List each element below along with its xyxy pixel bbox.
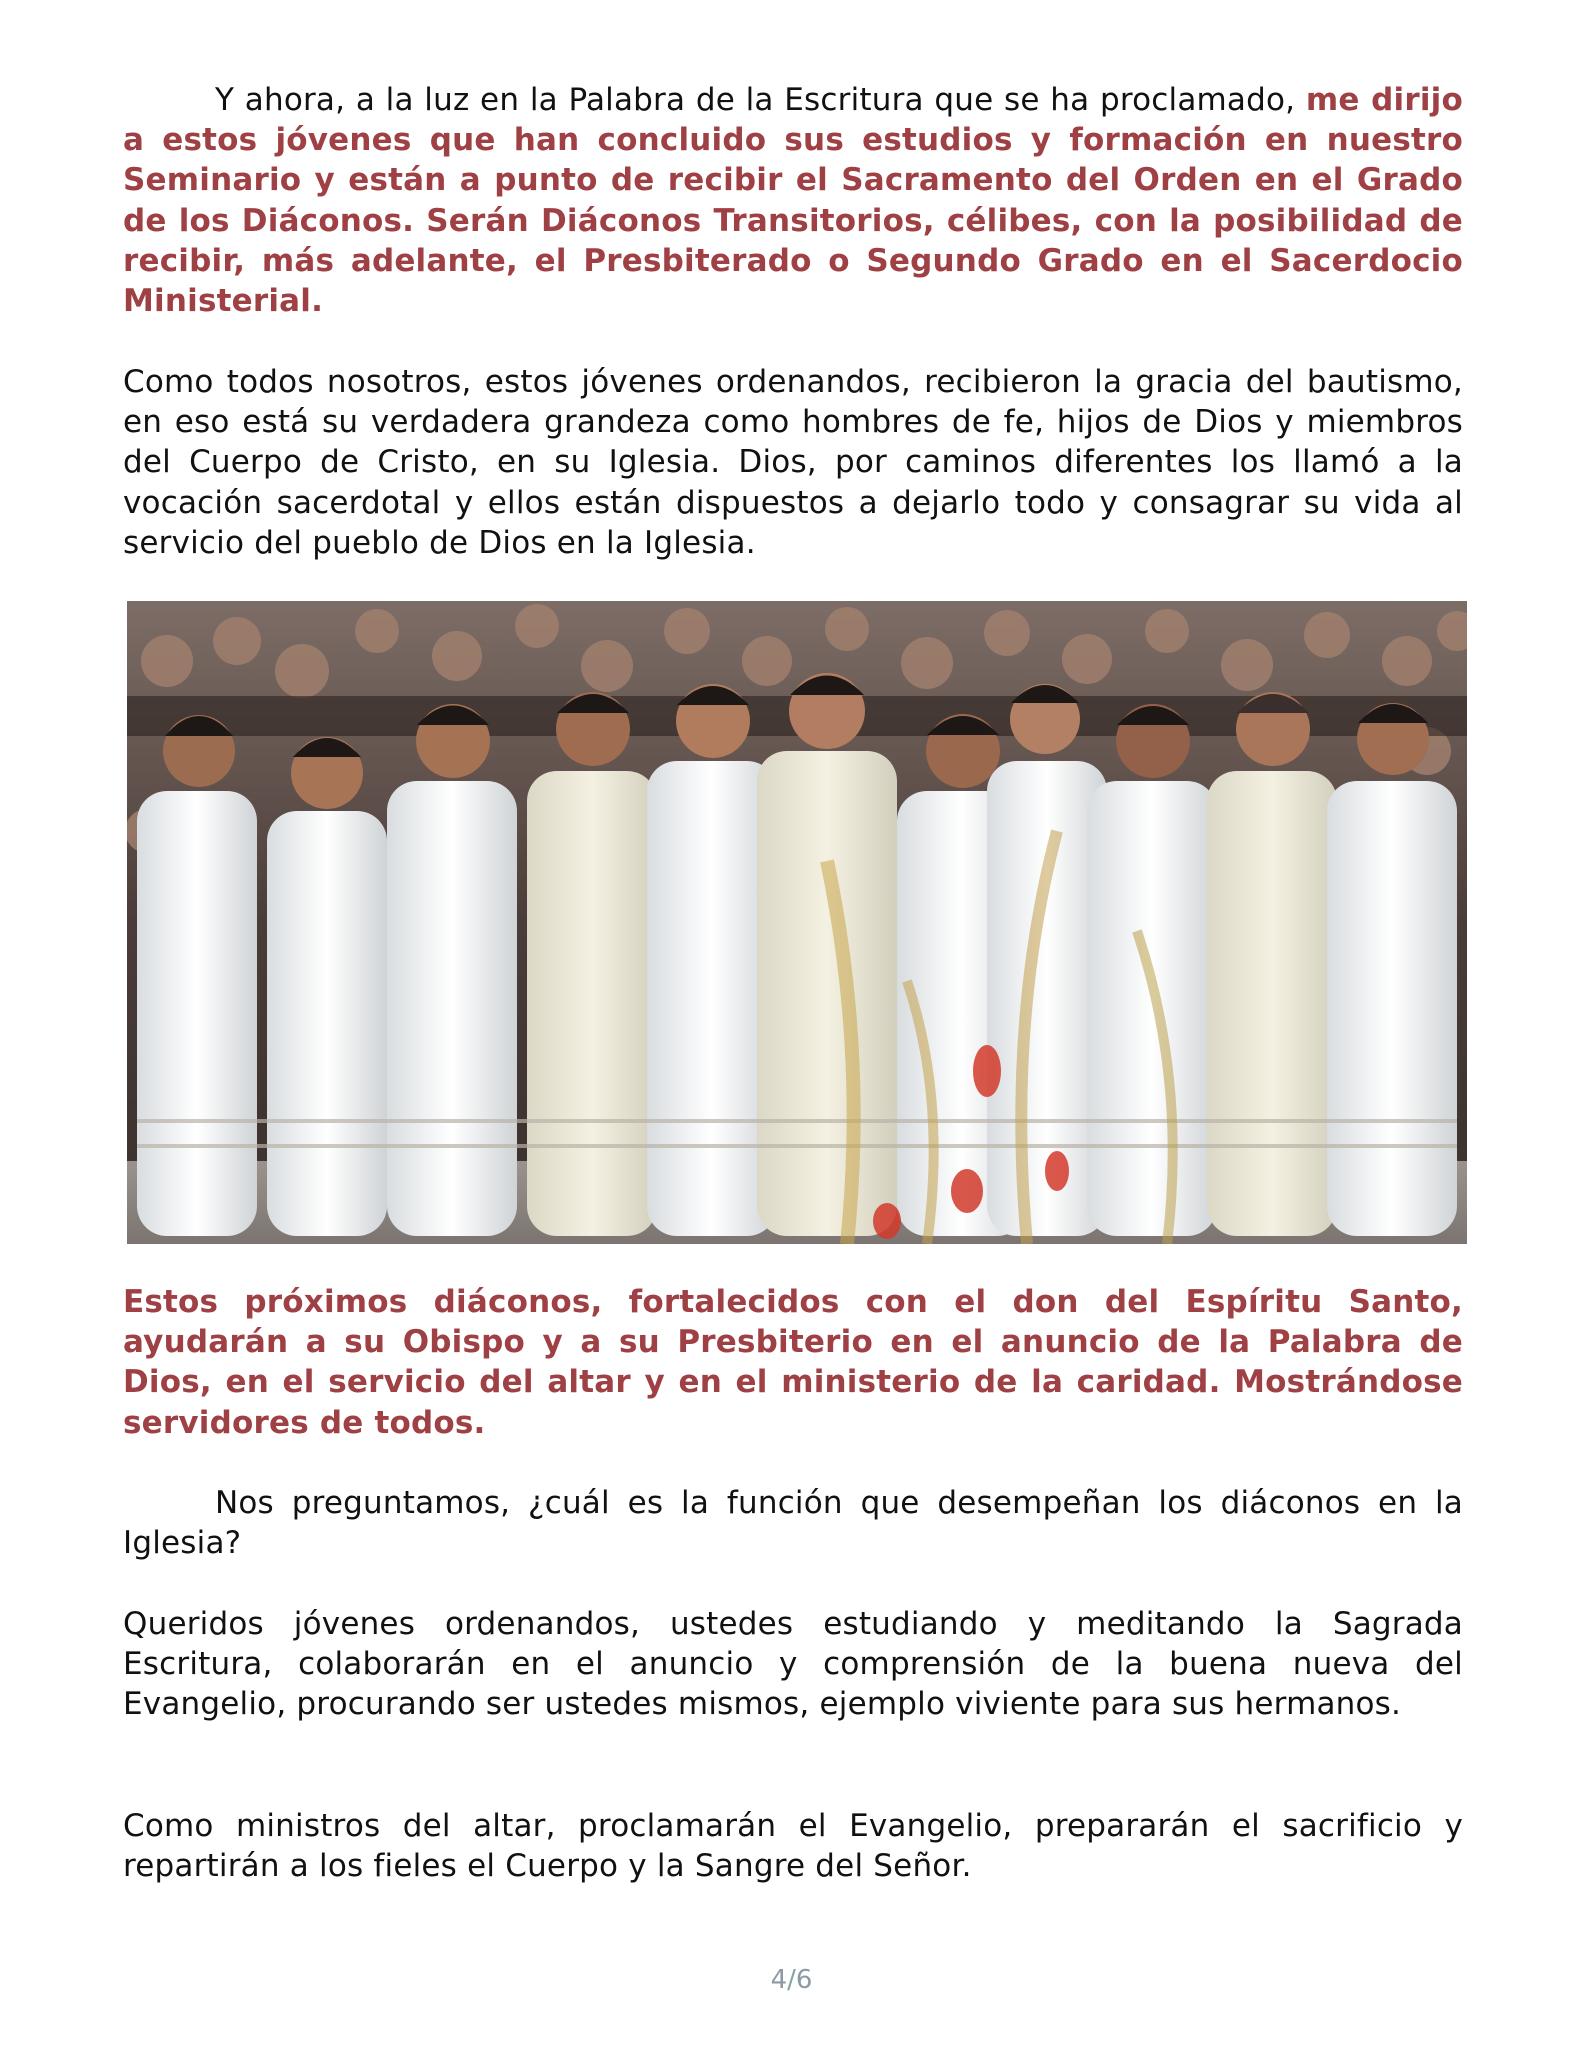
paragraph-scripture: Queridos jóvenes ordenandos, ustedes estudiando y meditando la Sagrada Escritura, colaborarán en el anuncio y comprensión de la buena nueva del Evangelio, procurando ser ustedes mismos, ejemplo viviente para sus hermanos. xyxy=(123,1606,1463,1723)
ordination-photo-illustration xyxy=(127,601,1467,1244)
page-number xyxy=(0,1965,1583,1995)
paragraph-deacons-mission: Estos próximos diáconos, fortalecidos con el don del Espíritu Santo, ayudarán a su Obispo y a su Presbiterio en el anuncio de la Palabra de Dios, en el servicio del altar y en el ministerio de la caridad. Mostrándose servidores de todos. xyxy=(123,1284,1463,1441)
paragraph-question: Nos preguntamos, ¿cuál es la función que desempeñan los diáconos en la Iglesia? xyxy=(123,1485,1463,1562)
paragraph-intro-plain: Y ahora, a la luz en la Palabra de la Escritura que se ha proclamado, xyxy=(215,82,1306,118)
paragraph-intro xyxy=(123,80,1463,321)
paragraph-altar: Como ministros del altar, proclamarán el Evangelio, prepararán el sacrificio y repartirán a los fieles el Cuerpo y la Sangre del Señor. xyxy=(123,1808,1463,1885)
paragraph-intro-highlight: me dirijo a estos jóvenes que han concluido sus estudios y formación en nuestro Seminario y están a punto de recibir el Sacramento del Orden en el Grado de los Diáconos. Serán Diáconos Transitorios, célibes, con la posibilidad de recibir, más adelante, el Presbiterado o Segundo Grado en el Sacerdocio Ministerial. xyxy=(123,82,1463,320)
ordination-photo xyxy=(127,601,1467,1244)
page-number-separator: / xyxy=(787,1965,796,1995)
page-number-current: 4 xyxy=(770,1965,788,1995)
paragraph-baptism: Como todos nosotros, estos jóvenes ordenandos, recibieron la gracia del bautismo, en eso está su verdadera grandeza como hombres de fe, hijos de Dios y miembros del Cuerpo de Cristo, en su Iglesia. Dios, por caminos diferentes los llamó a la vocación sacerdotal y ellos están dispuestos a dejarlo todo y consagrar su vida al servicio del pueblo de Dios en la Iglesia. xyxy=(123,364,1463,561)
page-number-total: 6 xyxy=(795,1965,813,1995)
